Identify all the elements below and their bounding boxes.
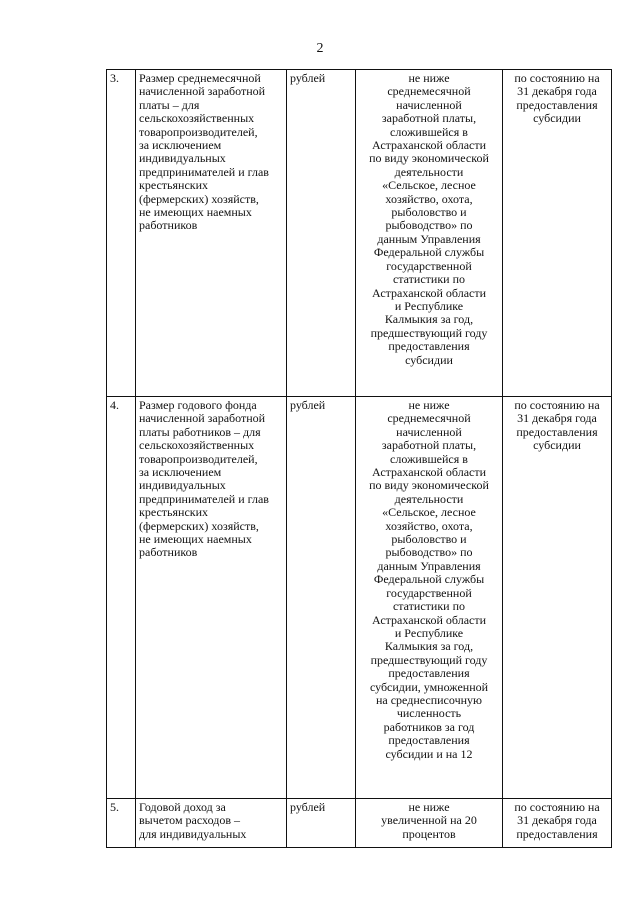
- unit-of-measure: рублей: [287, 70, 356, 397]
- cell-line: работников: [139, 545, 198, 560]
- cell-line: статистики по: [392, 599, 466, 614]
- indicator-name: [136, 70, 287, 397]
- cell-line: данным Управления: [377, 558, 481, 573]
- cell-line: заработной платы,: [381, 111, 477, 126]
- cell-line: сельскохозяйственных: [139, 111, 255, 126]
- cell-line: предоставления: [388, 733, 470, 748]
- cell-line: деятельности: [394, 164, 464, 179]
- cell-line: предоставления: [516, 424, 598, 439]
- cell-line: хозяйство, охота,: [385, 191, 473, 206]
- cell-line: Калмыкия за год,: [384, 312, 474, 327]
- cell-line: 31 декабря года: [517, 84, 597, 99]
- cell-line: предпринимателей и глав: [139, 164, 269, 179]
- cell-line: Астраханской области: [371, 612, 487, 627]
- cell-line: сложившейся в: [390, 124, 468, 139]
- cell-line: сложившейся в: [390, 451, 468, 466]
- cell-line: по состоянию на: [514, 800, 600, 814]
- cell-line: начисленной: [396, 97, 462, 112]
- cell-line: «Сельское, лесное: [382, 505, 476, 520]
- cell-line: начисленной заработной: [139, 411, 266, 426]
- cell-line: и Республике: [394, 298, 464, 313]
- cell-line: крестьянских: [139, 178, 209, 193]
- cell-line: начисленной: [396, 424, 462, 439]
- cell-line: рыбоводство» по: [385, 218, 473, 233]
- cell-line: индивидуальных: [139, 151, 226, 166]
- cell-line: за исключением: [139, 138, 222, 153]
- cell-line: увеличенной на 20: [381, 813, 477, 828]
- row-number: 5.: [107, 799, 136, 848]
- indicator-name: [136, 397, 287, 799]
- cell-line: и Республике: [394, 625, 464, 640]
- cell-line: рыболовство и: [391, 532, 467, 547]
- cell-line: индивидуальных: [139, 478, 226, 493]
- cell-line: государственной: [386, 585, 472, 600]
- cell-line: среднемесячной: [387, 84, 471, 99]
- cell-line: заработной платы,: [381, 438, 477, 453]
- cell-line: товаропроизводителей,: [139, 451, 258, 466]
- cell-line: Федеральной службы: [373, 245, 485, 260]
- cell-line: субсидии, умноженной: [369, 679, 489, 694]
- indicators-table: [106, 69, 612, 848]
- cell-line: данным Управления: [377, 231, 481, 246]
- cell-line: Астраханской области: [371, 465, 487, 480]
- reporting-date: [503, 397, 612, 799]
- indicator-value: [356, 70, 503, 397]
- cell-line: сельскохозяйственных: [139, 438, 255, 453]
- cell-line: Федеральной службы: [373, 572, 485, 587]
- cell-line: численность: [396, 706, 462, 721]
- cell-line: хозяйство, охота,: [385, 518, 473, 533]
- cell-line: субсидии: [533, 438, 581, 453]
- unit-of-measure: рублей: [287, 799, 356, 848]
- cell-line: предпринимателей и глав: [139, 491, 269, 506]
- cell-line: государственной: [386, 258, 472, 273]
- cell-line: Годовой доход за: [139, 800, 226, 814]
- cell-line: предшествующий году: [370, 325, 488, 340]
- reporting-date: [503, 799, 612, 848]
- cell-line: по состоянию на: [514, 398, 600, 412]
- cell-line: субсидии и на 12: [385, 746, 473, 761]
- cell-line: 31 декабря года: [517, 813, 597, 828]
- cell-line: работников: [139, 218, 198, 233]
- cell-line: по виду экономической: [369, 151, 489, 166]
- row-number: 4.: [107, 397, 136, 799]
- cell-line: деятельности: [394, 491, 464, 506]
- cell-line: на среднесписочную: [375, 692, 482, 707]
- cell-line: не имеющих наемных: [139, 205, 252, 220]
- cell-line: по виду экономической: [369, 478, 489, 493]
- cell-line: для индивидуальных: [139, 826, 247, 841]
- table-row: [107, 799, 612, 848]
- cell-line: товаропроизводителей,: [139, 124, 258, 139]
- cell-line: платы работников – для: [139, 424, 261, 439]
- table-row: [107, 397, 612, 799]
- cell-line: «Сельское, лесное: [382, 178, 476, 193]
- table-row: [107, 70, 612, 397]
- cell-line: предоставления: [516, 826, 598, 841]
- cell-line: платы – для: [139, 97, 200, 112]
- cell-line: предоставления: [516, 97, 598, 112]
- cell-line: Астраханской области: [371, 285, 487, 300]
- cell-line: (фермерских) хозяйств,: [139, 191, 259, 206]
- cell-line: субсидии: [533, 111, 581, 126]
- cell-line: вычетом расходов –: [139, 813, 241, 828]
- indicator-value: [356, 799, 503, 848]
- cell-line: 31 декабря года: [517, 411, 597, 426]
- reporting-date: [503, 70, 612, 397]
- cell-line: среднемесячной: [387, 411, 471, 426]
- cell-line: Размер среднемесячной: [139, 71, 261, 85]
- cell-line: предшествующий году: [370, 652, 488, 667]
- cell-line: не имеющих наемных: [139, 532, 252, 547]
- cell-line: статистики по: [392, 272, 466, 287]
- cell-line: начисленной заработной: [139, 84, 266, 99]
- page-number: 2: [316, 41, 324, 56]
- cell-line: по состоянию на: [514, 71, 600, 85]
- unit-of-measure: рублей: [287, 397, 356, 799]
- cell-line: предоставления: [388, 666, 470, 681]
- row-number: 3.: [107, 70, 136, 397]
- cell-line: не ниже: [408, 800, 450, 814]
- cell-line: Размер годового фонда: [139, 398, 257, 412]
- cell-line: субсидии: [405, 352, 453, 367]
- cell-line: процентов: [402, 826, 456, 841]
- cell-line: (фермерских) хозяйств,: [139, 518, 259, 533]
- cell-line: работников за год: [383, 719, 475, 734]
- cell-line: Астраханской области: [371, 138, 487, 153]
- cell-line: не ниже: [408, 398, 450, 412]
- cell-line: рыбоводство» по: [385, 545, 473, 560]
- cell-line: рыболовство и: [391, 205, 467, 220]
- cell-line: не ниже: [408, 71, 450, 85]
- cell-line: крестьянских: [139, 505, 209, 520]
- indicator-name: [136, 799, 287, 848]
- cell-line: за исключением: [139, 465, 222, 480]
- indicator-value: [356, 397, 503, 799]
- cell-line: предоставления: [388, 339, 470, 354]
- cell-line: Калмыкия за год,: [384, 639, 474, 654]
